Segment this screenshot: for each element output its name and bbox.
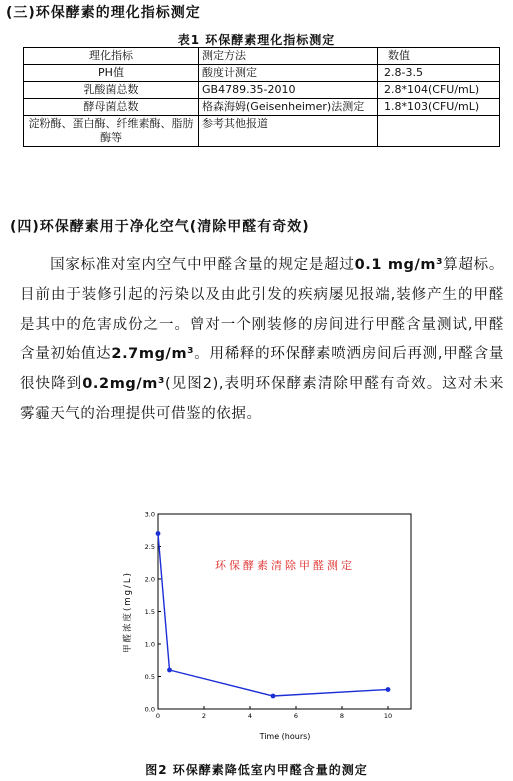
x-tick-label: 10 xyxy=(383,712,393,720)
table-cell: 酵母菌总数 xyxy=(24,99,199,116)
y-tick-label: 0.5 xyxy=(144,673,155,681)
y-tick-label: 3.0 xyxy=(144,510,155,519)
x-tick-label: 0 xyxy=(155,712,161,720)
series-line xyxy=(158,534,388,697)
table-row xyxy=(24,116,500,147)
x-tick-label: 2 xyxy=(201,712,207,720)
y-tick-label: 1.5 xyxy=(144,608,155,616)
formaldehyde-chart xyxy=(110,506,430,746)
table-cell: GB4789.35-2010 xyxy=(199,82,378,99)
section3-title: (三)环保酵素的理化指标测定 xyxy=(6,5,201,21)
table-cell: 2.8-3.5 xyxy=(378,65,500,82)
body-paragraph xyxy=(20,251,504,430)
table-cell: 淀粉酶、蛋白酶、纤维素酶、脂肪酶等 xyxy=(24,116,199,147)
x-tick-label: 4 xyxy=(247,712,253,720)
section4-title: (四)环保酵素用于净化空气(清除甲醛有奇效) xyxy=(10,219,310,235)
table-cell: 乳酸菌总数 xyxy=(24,82,199,99)
table-cell xyxy=(378,116,500,147)
table-header-cell: 理化指标 xyxy=(24,48,199,65)
table-cell: 酸度计测定 xyxy=(199,65,378,82)
x-tick-label: 8 xyxy=(339,712,345,720)
chart-title: 环保酵素清除甲醛测定 xyxy=(215,559,355,572)
para-value: 0.1 mg/m³ xyxy=(354,257,444,273)
data-point xyxy=(167,668,172,673)
para-text: (见图2),表明环保酵素清除甲醛有奇效。这对未来雾霾天气的治理提供可借鉴的依据。 xyxy=(20,376,505,422)
y-tick-label: 2.0 xyxy=(144,575,155,584)
table-row xyxy=(24,82,500,99)
y-axis-label: 甲醛浓度(mg/L) xyxy=(123,571,133,653)
table-row xyxy=(24,65,500,82)
table-cell: PH值 xyxy=(24,65,199,82)
data-point xyxy=(386,687,391,692)
table-cell: 格森海姆(Geisenheimer)法测定 xyxy=(199,99,378,116)
para-text: 算超标。目前由于装修引起的污染以及由此引发的疾病屡见报端,装修产生的甲醛是其中的危害成份之一。曾对一个刚装修的房间进行甲醛含量测试,甲醛含量初始值达 xyxy=(20,257,505,363)
x-tick-label: 6 xyxy=(293,712,299,720)
para-value: 2.7mg/m³ xyxy=(111,346,195,363)
table-header-row xyxy=(24,48,500,65)
table-cell: 1.8*103(CFU/mL) xyxy=(378,99,500,116)
plot-frame xyxy=(158,514,411,709)
table-row xyxy=(24,99,500,116)
figure-caption: 图2 环保酵素降低室内甲醛含量的测定 xyxy=(145,763,368,777)
para-text: 国家标准对室内空气中甲醛含量的规定是超过 xyxy=(50,257,355,273)
table-cell: 2.8*104(CFU/mL) xyxy=(378,82,500,99)
table-cell: 参考其他报道 xyxy=(199,116,378,147)
y-tick-label: 2.5 xyxy=(144,543,155,551)
data-point xyxy=(156,531,161,536)
table-header-cell: 数值 xyxy=(378,48,500,65)
y-tick-label: 0.0 xyxy=(144,705,155,714)
data-point xyxy=(271,694,276,699)
indicator-table xyxy=(23,47,500,147)
table-caption: 表1 环保酵素理化指标测定 xyxy=(177,33,336,47)
table-header-cell: 测定方法 xyxy=(199,48,378,65)
x-axis-label: Time (hours) xyxy=(259,732,311,741)
para-value: 0.2mg/m³ xyxy=(82,376,165,393)
y-tick-label: 1.0 xyxy=(144,640,155,649)
para-text: 。用稀释的环保酵素喷洒房间后再测,甲醛含量很快降到 xyxy=(20,346,504,393)
